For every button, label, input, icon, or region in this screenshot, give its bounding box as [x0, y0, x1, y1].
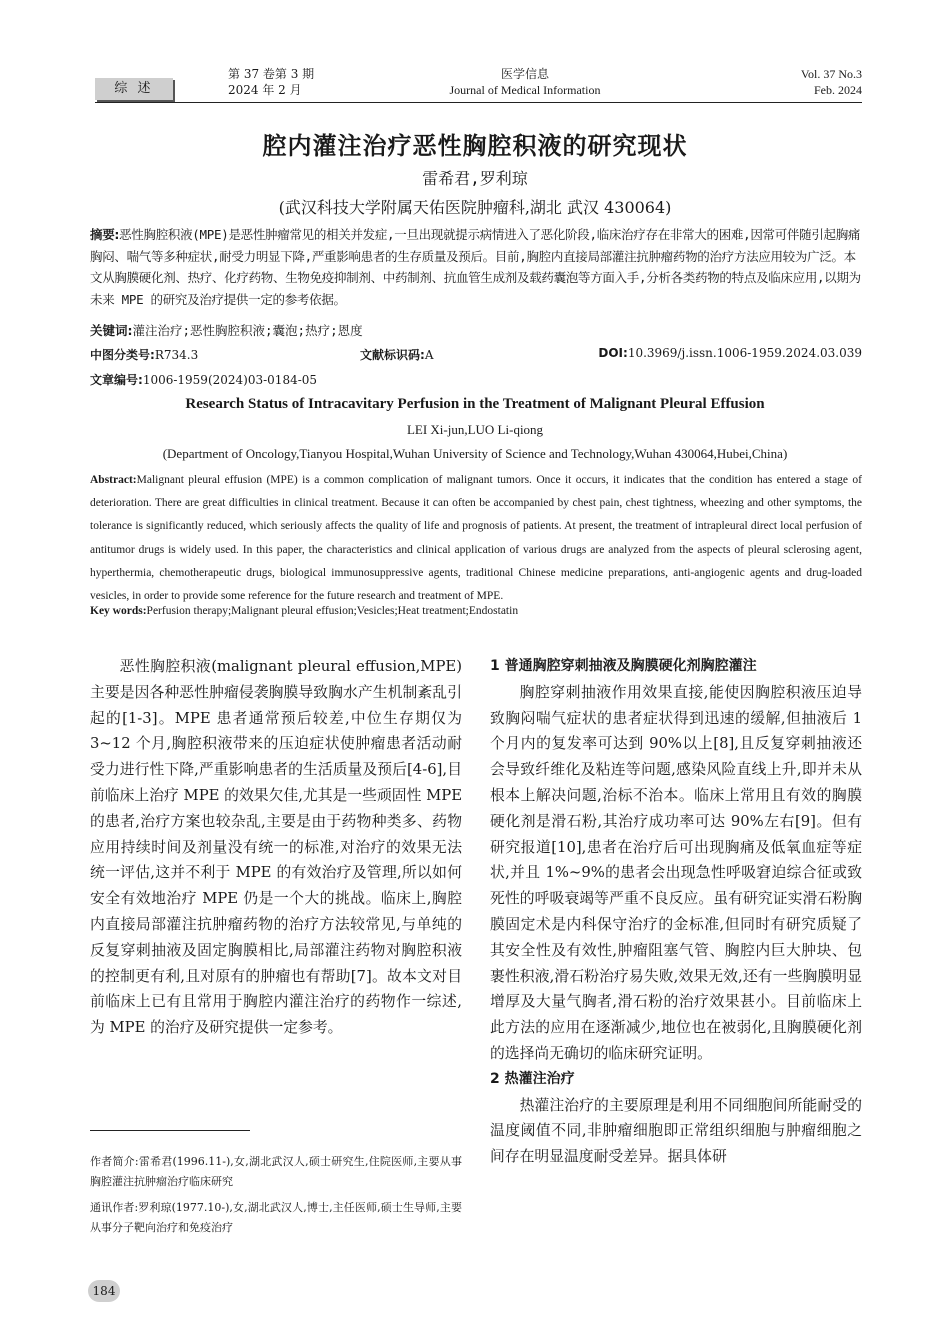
doi-label: DOI:	[598, 346, 628, 360]
author-intro-footnote: 作者简介:雷希君(1996.11-),女,湖北武汉人,硕士研究生,住院医师,主要从事胸腔灌注抗肿瘤治疗临床研究	[90, 1155, 462, 1188]
section-tag: 综 述	[95, 78, 173, 100]
clc-number	[90, 346, 198, 363]
article-number-label: 文章编号:	[90, 373, 143, 387]
date-en: Feb. 2024	[814, 83, 862, 97]
section-1-heading: 1 普通胸腔穿刺抽液及胸膜硬化剂胸腔灌注	[490, 658, 757, 674]
document-code-value: A	[424, 348, 434, 362]
date-cn: 2024 年 2 月	[228, 83, 302, 97]
abstract-label-cn: 摘要:	[90, 227, 120, 242]
section-2-heading: 2 热灌注治疗	[490, 1070, 575, 1087]
doi-value: 10.3969/j.issn.1006-1959.2024.03.039	[627, 346, 862, 360]
keywords-text-cn: 灌注治疗;恶性胸腔积液;囊泡;热疗;恩度	[132, 323, 363, 338]
document-code	[360, 346, 433, 363]
abstract-text-en: Malignant pleural effusion (MPE) is a common complication of malignant tumors. Once it occurs, it indicates that the condition has entered a stage of deterioration. There are great difficulties in clinical treatment. Because it can often be accompanied by chest pain, chest tightness, wheezing and other symptoms, the tolerance is significantly reduced, which seriously affects the quality of life and prognosis of patients. At present, the treatment of intrapleural direct local perfusion of antitumor drugs is widely used. In this paper, the characteristics and clinical application of various drugs are analyzed from the aspects of pleural sclerosing agent, hyperthermia, chemotherapeutic drugs, biological immunosuppressive agents, traditional Chinese medicine preparations, anti-angiogenic agents and drug-loaded vesicles, in order to provide some reference for the future research and treatment of MPE.	[90, 474, 862, 603]
section-1-paragraph: 胸腔穿刺抽液作用效果直接,能使因胸腔积液压迫导致胸闷喘气症状的患者症状得到迅速的缓解,但抽液后 1 个月内的复发率可达到 90%以上[8],且反复穿刺抽液还会导致纤维化及粘连等问题,感染风险直线上升,即并未从根本上解决问题,治标不治本。临床上常用且有效的胸膜硬化剂是滑石粉,其治疗成功率可达 90%左右[9]。但有研究报道[10],患者在治疗后可出现胸痛及低氧血症等症状,并且 1%~9%的患者会出现急性呼吸窘迫综合征或致死性的呼吸衰竭等严重不良反应。虽有研究证实滑石粉胸膜固定术是内科保守治疗的金标准,但同时有研究质疑了其安全性及有效性,肿瘤阻塞气管、胸腔内巨大肿块、包裹性积液,滑石粉治疗易失败,效果无效,还有一些胸膜明显增厚及大量气胸者,滑石粉的治疗效果甚小。目前临床上此方法的应用在逐渐减少,地位也在被弱化,且胸膜硬化剂的选择尚无确切的临床研究证明。	[490, 683, 862, 1062]
intro-paragraph: 恶性胸腔积液(malignant pleural effusion,MPE)主要是因各种恶性肿瘤侵袭胸膜导致胸水产生机制紊乱引起的[1-3]。MPE 患者通常预后较差,中位生存期仅为 3~12 个月,胸腔积液带来的压迫症状使肿瘤患者活动耐受力进行性下降,严重影响患者的生活质量及预后[4-6],目前临床上治疗 MPE 的效果欠佳,尤其是一些顽固性 MPE 的患者,治疗方案也较杂乱,主要是由于药物种类多、药物应用持续时间及剂量没有统一的标准,对治疗的效果无法统一评估,这并不利于 MPE 的有效治疗及管理,所以如何安全有效地治疗 MPE 仍是一个大的挑战。临床上,胸腔内直接局部灌注抗肿瘤药物的治疗方法较常见,与单纯的反复穿刺抽液及固定胸膜相比,局部灌注药物对胸腔积液的控制更有利,且对原有的肿瘤也有帮助[7]。故本文对目前临床上已有且常用于胸腔内灌注治疗的药物作一综述,为 MPE 的治疗及研究提供一定参考。	[90, 658, 462, 1037]
abstract-en	[90, 469, 862, 608]
page-number: 184	[88, 1280, 120, 1302]
journal-name-en: Journal of Medical Information	[449, 83, 601, 97]
document-code-label: 文献标识码:	[360, 348, 425, 362]
keywords-label-cn: 关键词:	[90, 323, 133, 338]
affiliation-cn: (武汉科技大学附属天佑医院肿瘤科,湖北 武汉 430064)	[278, 198, 672, 217]
doi	[598, 346, 862, 360]
article-number	[90, 371, 317, 388]
keywords-cn	[90, 321, 363, 339]
abstract-label-en: Abstract:	[90, 474, 137, 486]
clc-label: 中图分类号:	[90, 348, 155, 362]
affiliation-en: (Department of Oncology,Tianyou Hospital,Wuhan University of Science and Technology,Wuhan 430064,Hubei,China)	[162, 446, 788, 461]
article-title-cn: 腔内灌注治疗恶性胸腔积液的研究现状	[262, 132, 688, 160]
keywords-text-en: Perfusion therapy;Malignant pleural effusion;Vesicles;Heat treatment;Endostatin	[146, 605, 519, 617]
body-left-column	[90, 654, 462, 1041]
authors-cn: 雷希君,罗利琼	[422, 169, 528, 188]
article-number-value: 1006-1959(2024)03-0184-05	[142, 373, 318, 387]
corresponding-author-footnote: 通讯作者:罗利琼(1977.10-),女,湖北武汉人,博士,主任医师,硕士生导师,主要从事分子靶向治疗和免疫治疗	[90, 1201, 462, 1234]
body-right-column	[490, 654, 862, 1170]
keywords-label-en: Key words:	[90, 605, 147, 617]
section-2-paragraph: 热灌注治疗的主要原理是利用不同细胞间所能耐受的温度阈值不同,非肿瘤细胞即正常组织细胞与肿瘤细胞之间存在明显温度耐受差异。据具体研	[490, 1096, 862, 1166]
journal-name-cn: 医学信息	[500, 67, 549, 81]
header-journal	[400, 66, 650, 98]
clc-value: R734.3	[154, 348, 199, 362]
header-issue-cn	[228, 66, 314, 98]
header-rule	[95, 102, 862, 103]
header-issue-en	[801, 66, 862, 98]
article-title-en: Research Status of Intracavitary Perfusion in the Treatment of Malignant Pleural Effusion	[185, 396, 765, 412]
keywords-en	[90, 605, 518, 617]
volume-issue-en: Vol. 37 No.3	[800, 67, 862, 81]
abstract-text-cn: 恶性胸腔积液(MPE)是恶性肿瘤常见的相关并发症,一旦出现就提示病情进入了恶化阶段,临床治疗存在非常大的困难,因常可伴随引起胸痛胸闷、喘气等多种症状,耐受力明显下降,严重影响患者的生存质量及预后。目前,胸腔内直接局部灌注抗肿瘤药物的治疗方法应用较为广泛。本文从胸膜硬化剂、热疗、化疗药物、生物免疫抑制剂、中药制剂、抗血管生成剂及载药囊泡等方面入手,分析各类药物的特点及临床应用,以期为未来 MPE 的研究及治疗提供一定的参考依据。	[90, 227, 861, 307]
volume-issue-cn: 第 37 卷第 3 期	[228, 67, 315, 81]
abstract-cn	[90, 224, 862, 310]
authors-en: LEI Xi-jun,LUO Li-qiong	[406, 422, 544, 437]
footnote-rule	[90, 1130, 250, 1131]
